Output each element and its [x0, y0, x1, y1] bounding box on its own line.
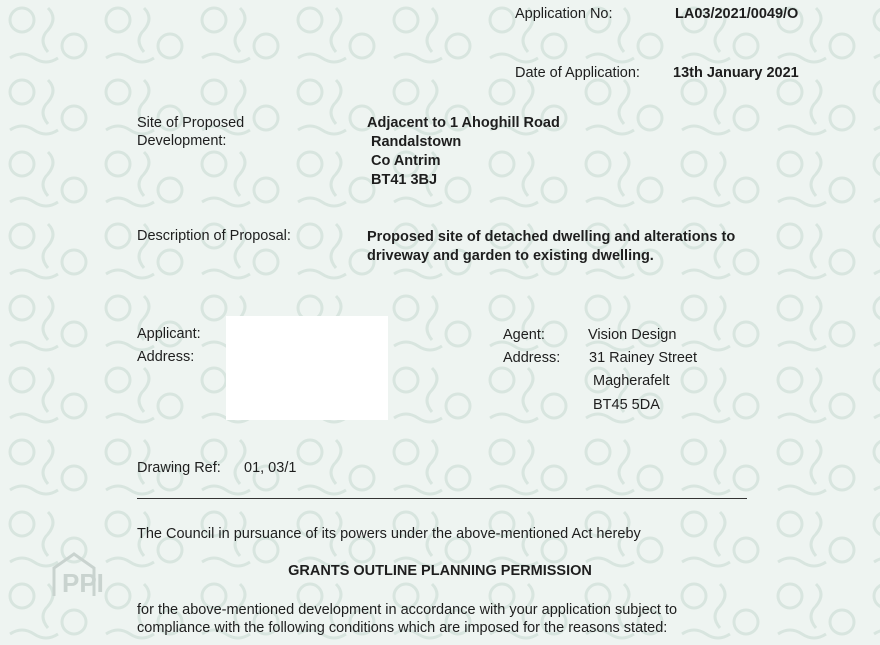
grant-heading: GRANTS OUTLINE PLANNING PERMISSION	[288, 563, 592, 579]
site-address-line: BT41 3BJ	[371, 172, 438, 188]
divider	[137, 498, 747, 499]
applicant-label: Applicant:	[137, 326, 201, 342]
proposal-text-line: Proposed site of detached dwelling and alterations to	[367, 229, 736, 245]
redacted-applicant-details	[226, 316, 388, 420]
agent-name: Vision Design	[588, 327, 677, 343]
conditions-text-line: compliance with the following conditions which are imposed for the reasons stated:	[137, 620, 668, 636]
watermark-text: PPI	[62, 568, 104, 598]
site-address-line: Randalstown	[371, 134, 462, 150]
drawing-ref-value: 01, 03/1	[244, 460, 297, 476]
site-address-line: Co Antrim	[371, 153, 441, 169]
agent-address-line: Magherafelt	[593, 373, 670, 389]
council-intro-text: The Council in pursuance of its powers under the above-mentioned Act hereby	[137, 526, 641, 542]
applicant-address-label: Address:	[137, 349, 195, 365]
site-label-line2: Development:	[137, 133, 227, 149]
application-no-label: Application No:	[515, 6, 613, 22]
date-of-application-label: Date of Application:	[515, 65, 640, 81]
date-of-application-value: 13th January 2021	[673, 65, 799, 81]
agent-address-line: 31 Rainey Street	[589, 350, 698, 366]
agent-address-line: BT45 5DA	[593, 397, 660, 413]
agent-label: Agent:	[503, 327, 545, 343]
site-label-line1: Site of Proposed	[137, 115, 245, 131]
agent-address-label: Address:	[503, 350, 561, 366]
site-address-line: Adjacent to 1 Ahoghill Road	[367, 115, 560, 131]
application-no-value: LA03/2021/0049/O	[675, 6, 799, 22]
proposal-text-line: driveway and garden to existing dwelling.	[367, 248, 654, 264]
conditions-text-line: for the above-mentioned development in accordance with your application subject to	[137, 602, 678, 618]
drawing-ref-label: Drawing Ref:	[137, 460, 221, 476]
description-of-proposal-label: Description of Proposal:	[137, 228, 291, 244]
